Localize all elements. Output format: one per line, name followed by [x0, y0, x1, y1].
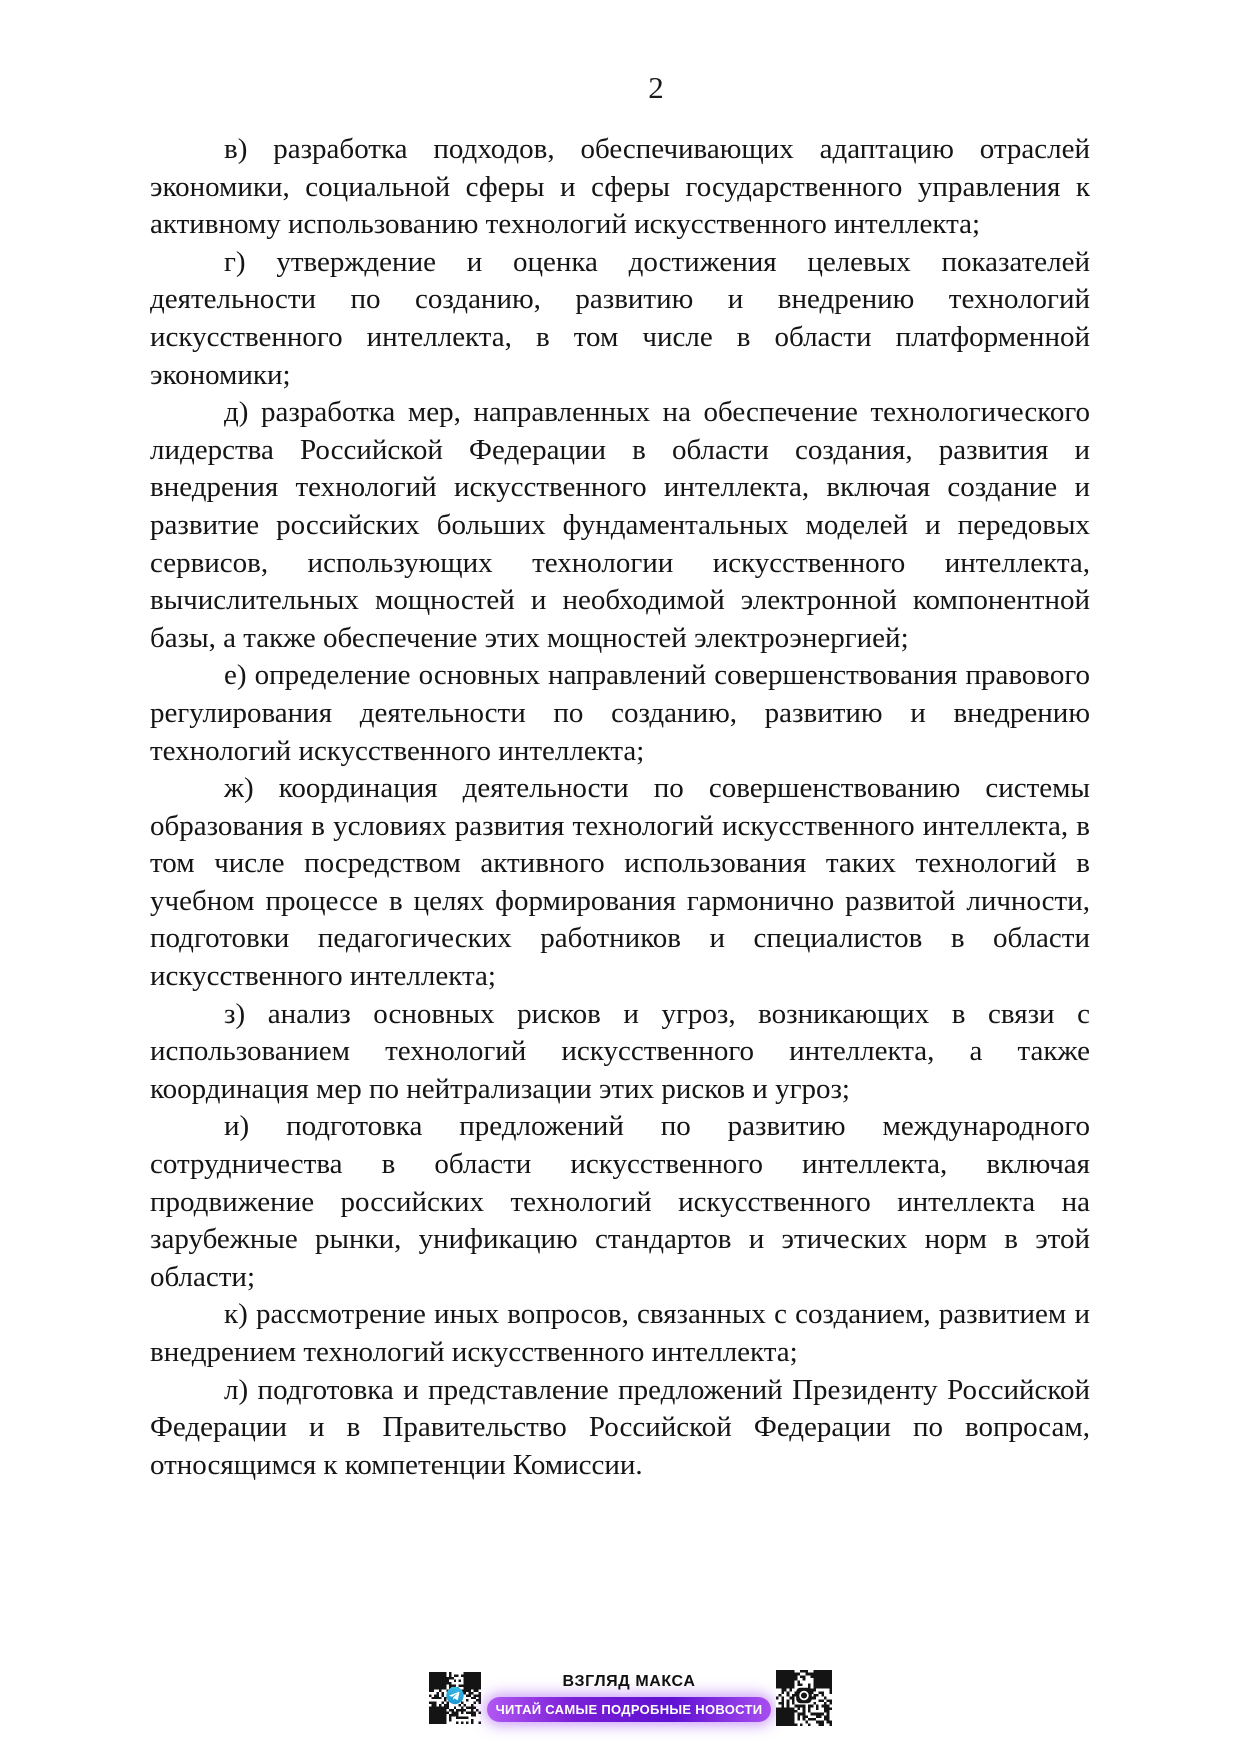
- paragraph-label: ж): [224, 772, 254, 805]
- paragraph-l: [150, 1372, 1090, 1485]
- paragraph-label: е): [224, 659, 247, 692]
- paragraph-z: [150, 996, 1090, 1109]
- paragraph-label: к): [224, 1298, 248, 1331]
- tagline-pill: [487, 1697, 771, 1722]
- paragraph-text: утверждение и оценка достижения целевых показателей деятельности по созданию, развитию и внедрению технологий искусственного интеллекта, в том числе в области платформенной экономики;: [150, 245, 1090, 391]
- paragraph-label: л): [224, 1373, 249, 1406]
- paragraph-text: анализ основных рисков и угроз, возникающих в связи с использованием технологий искусственного интеллекта, а также координация мер по нейтрализации этих рисков и угроз;: [150, 997, 1090, 1105]
- app-badge-icon: [796, 1687, 813, 1709]
- qr-code-left: [429, 1672, 481, 1724]
- qr-code-right: [776, 1670, 832, 1726]
- document-text-block: [150, 131, 1090, 1484]
- paragraph-text: подготовка и представление предложений Президенту Российской Федерации и в Правительство Российской Федерации по вопросам, относящимся к компетенции Комиссии.: [150, 1373, 1091, 1481]
- paragraph-e: [150, 657, 1090, 770]
- paragraph-text: разработка подходов, обеспечивающих адаптацию отраслей экономики, социальной сферы и сферы государственного управления к активному использованию технологий искусственного интеллекта;: [150, 133, 1090, 241]
- paragraph-label: и): [224, 1110, 250, 1143]
- telegram-icon: [446, 1686, 465, 1710]
- paragraph-i: [150, 1108, 1090, 1296]
- paragraph-label: в): [224, 133, 248, 165]
- paragraph-text: рассмотрение иных вопросов, связанных с созданием, развитием и внедрением технологий искусственного интеллекта;: [150, 1298, 1090, 1368]
- paragraph-g: [150, 244, 1090, 394]
- paragraph-text: разработка мер, направленных на обеспечение технологического лидерства Российской Федерации в области создания, развития и внедрения технологий искусственного интеллекта, включая создание и развитие российских больших фундаментальных моделей и передовых сервисов, использующих технологии искусственного интеллекта, вычислительных мощностей и необходимой электронной компонентной базы, а также обеспечение этих мощностей электроэнергией;: [150, 396, 1090, 654]
- page-number: 2: [648, 70, 664, 105]
- paragraph-label: з): [224, 997, 246, 1030]
- paragraph-text: координация деятельности по совершенствованию системы образования в условиях развития технологий искусственного интеллекта, в том числе посредством активного использования таких технологий в учебном процессе в целях формирования гармонично развитой личности, подготовки педагогических работников и специалистов в области искусственного интеллекта;: [150, 772, 1091, 993]
- paragraph-text: определение основных направлений совершенствования правового регулирования деятельности по созданию, развитию и внедрению технологий искусственного интеллекта;: [150, 659, 1091, 767]
- paragraph-k: [150, 1296, 1090, 1371]
- brand-title: ВЗГЛЯД МАКСА: [562, 1673, 696, 1690]
- paragraph-v: [150, 131, 1090, 244]
- paragraph-zh: [150, 770, 1090, 996]
- tagline-text: ЧИТАЙ САМЫЕ ПОДРОБНЫЕ НОВОСТИ: [495, 1702, 763, 1717]
- paragraph-label: д): [224, 396, 249, 429]
- paragraph-text: подготовка предложений по развитию международного сотрудничества в области искусственного интеллекта, включая продвижение российских технологий искусственного интеллекта на зарубежные рынки, унификацию стандартов и этических норм в этой области;: [150, 1110, 1090, 1293]
- footer-banner: [0, 1670, 1240, 1742]
- footer-center: [487, 1672, 771, 1722]
- paragraph-d: [150, 394, 1090, 657]
- paragraph-label: г): [224, 245, 246, 278]
